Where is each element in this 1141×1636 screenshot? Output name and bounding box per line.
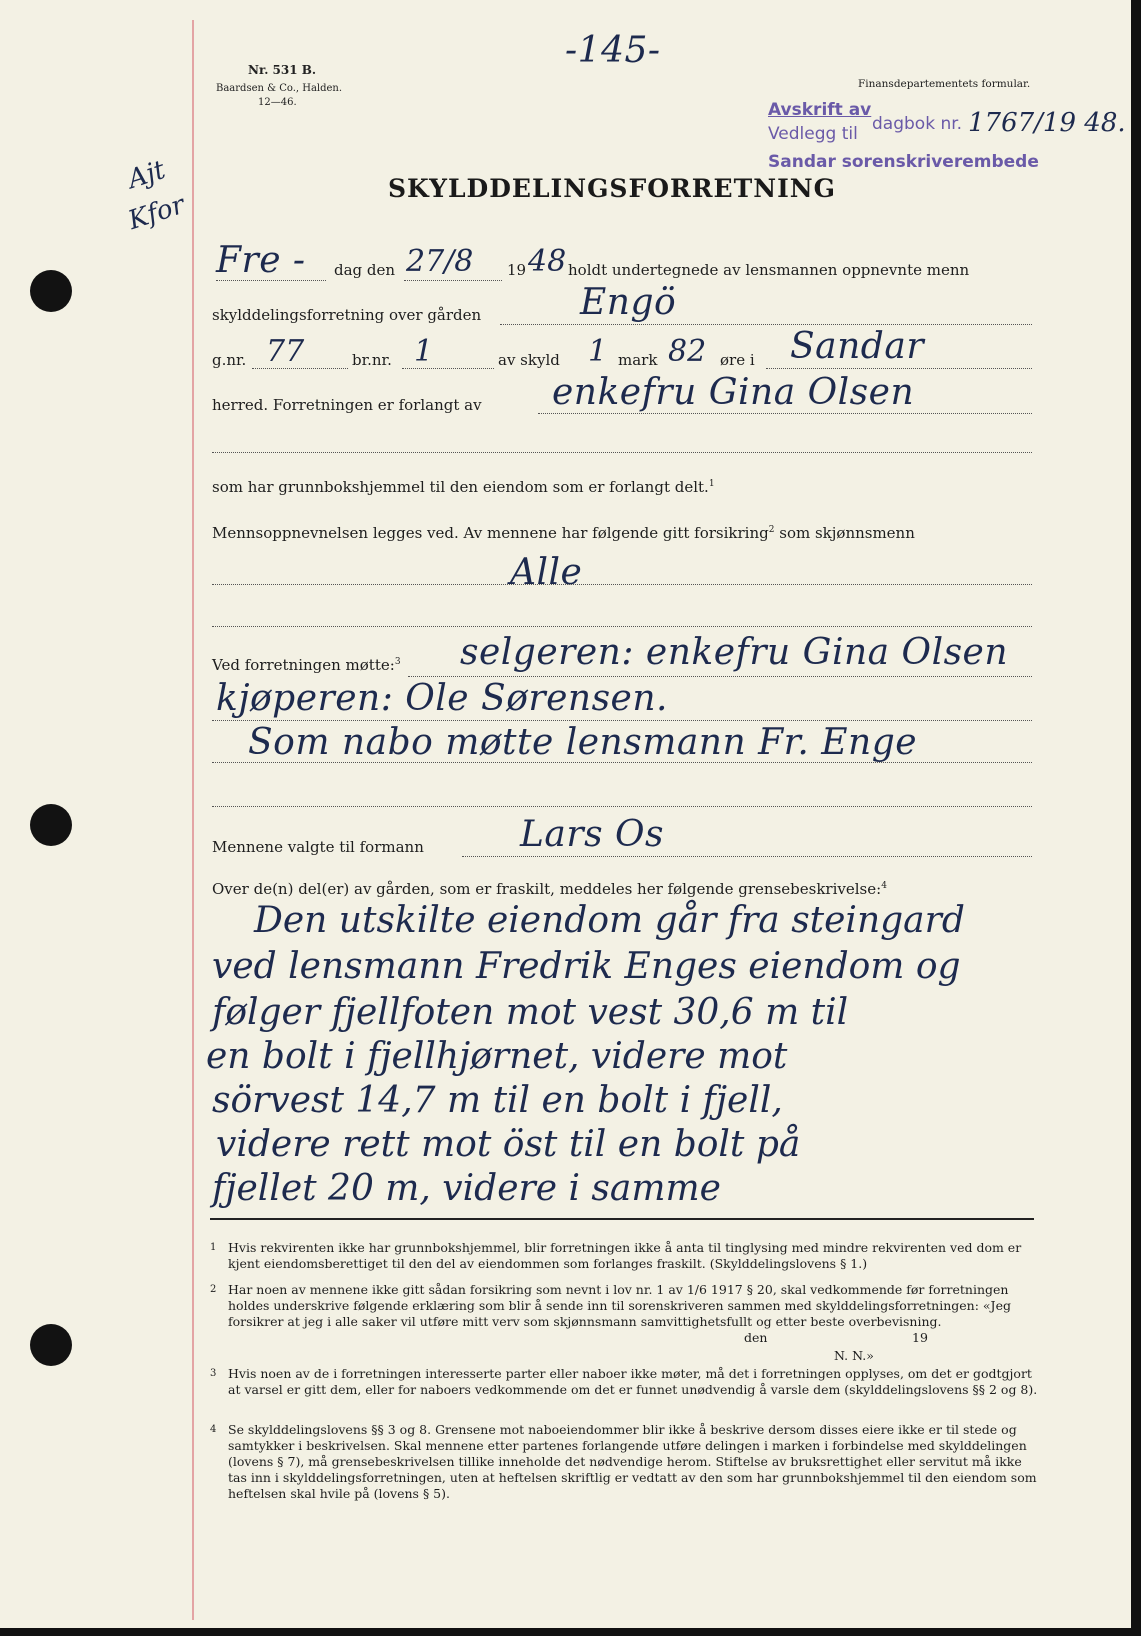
motte-value-1: selgeren: enkefru Gina Olsen [460, 632, 1009, 673]
day-value: Fre - [216, 240, 306, 281]
brnr-label: br.nr. [352, 351, 392, 369]
footnote-divider [210, 1218, 1034, 1220]
dotted-line [404, 280, 502, 281]
print-date: 12—46. [258, 97, 297, 108]
dotted-line [538, 413, 1032, 414]
stamp-avskrift: Avskrift av [768, 100, 872, 120]
stamp-dagbok-value: 1767/19 48. [968, 108, 1126, 138]
grense-line-6: videre rett mot öst til en bolt på [216, 1124, 801, 1165]
dotted-line [766, 368, 1032, 369]
over-garden-label: skylddelingsforretning over gården [212, 306, 482, 324]
scan-edge-right [1131, 0, 1141, 1636]
menn-text: Mennsoppnevnelsen legges ved. Av mennene har følgende gitt forsikring$^2$ som skjønnsmenn [212, 524, 915, 542]
footnote-2-den: den [744, 1330, 768, 1345]
grense-label: Over de(n) del(er) av gården, som er fraskilt, meddeles her følgende grensebeskrivelse:$^4$ [212, 880, 887, 898]
grense-line-5: sörvest 14,7 m til en bolt i fjell, [212, 1080, 783, 1121]
holdt-text: holdt undertegnede av lensmannen oppnevnte menn [568, 261, 970, 279]
mark-value: 82 [668, 334, 707, 369]
dotted-line [212, 584, 1032, 585]
formann-value: Lars Os [520, 814, 664, 855]
gnr-label: g.nr. [212, 351, 247, 369]
herred-value: Sandar [790, 326, 925, 367]
forsikring-value: Alle [510, 552, 583, 593]
skyld-label: av skyld [498, 351, 560, 369]
gnr-value: 77 [266, 334, 305, 369]
page-number: -145- [565, 30, 661, 71]
dotted-line [408, 676, 1032, 677]
forlangt-label: herred. Forretningen er forlangt av [212, 396, 482, 414]
grunnbok-text: som har grunnbokshjemmel til den eiendom som er forlangt delt.$^1$ [212, 478, 715, 496]
dotted-line [500, 324, 1032, 325]
year-prefix: 19 [507, 261, 527, 279]
dotted-line [216, 280, 326, 281]
stamp-dagbok-label: dagbok nr. [872, 114, 963, 134]
dotted-line [462, 856, 1032, 857]
date-value: 27/8 [406, 244, 474, 279]
dag-den-label: dag den [334, 261, 396, 279]
grense-line-4: en bolt i fjellhjørnet, videre mot [206, 1036, 788, 1077]
form-origin: Finansdepartementets formular. [858, 78, 1031, 90]
margin-rule [192, 20, 194, 1620]
formann-label: Mennene valgte til formann [212, 838, 424, 856]
footnote-2: 2 Har noen av mennene ikke gitt sådan forsikring som nevnt i lov nr. 1 av 1/6 1917 § 20, skal vedkommende før forretningen holdes underskrive følgende erklæring som blir å sende inn til sorenskriveren sammen med skylddelingsforretningen: «Jeg forsikrer at jeg i alle saker vil utføre mitt verv som skjønnsmann samvittighetsfullt og etter beste overbevisning. [210, 1282, 1011, 1329]
grense-line-3: følger fjellfoten mot vest 30,6 m til [212, 992, 849, 1033]
footnote-3: 3 Hvis noen av de i forretningen interesserte parter eller naboer ikke møter, må det i forretningen opplyses, om det er godtgjort at varsel er gitt dem, eller for naboers vedkommende om det er funnet unødvendig å varsle dem (skylddelingslovens §§ 2 og 8). [210, 1366, 1038, 1397]
printer-name: Baardsen & Co., Halden. [216, 83, 343, 94]
punch-hole-top [30, 270, 72, 312]
margin-note-2: Kfor [124, 189, 189, 237]
dotted-line [212, 452, 1032, 453]
forlangt-value: enkefru Gina Olsen [552, 372, 915, 413]
motte-value-2: kjøperen: Ole Sørensen. [216, 678, 668, 719]
stamp-vedlegg: Vedlegg til [768, 124, 858, 144]
mark-label: mark [618, 351, 658, 369]
form-number: Nr. 531 B. [248, 63, 317, 77]
motte-value-3: Som nabo møtte lensmann Fr. Enge [248, 722, 918, 763]
dotted-line [252, 368, 348, 369]
ore-label: øre i [720, 351, 755, 369]
dotted-line [212, 720, 1032, 721]
year-value: 48 [528, 244, 567, 279]
motte-label: Ved forretningen møtte:$^3$ [212, 656, 401, 674]
margin-note-1: Ajt [124, 154, 170, 196]
footnote-4: 4 Se skylddelingslovens §§ 3 og 8. Grensene mot naboeiendommer blir ikke å beskrive dersom disses eiere ikke er til stede og samtykker i beskrivelsen. Skal mennene etter partenes forlangende utføre delingen i marken i forbindelse med skylddelingen (lovens § 7), må grensebeskrivelsen tillike inneholde det nødvendige herom. Stiftelse av bruksrettighet eller servitut må ikke tas inn i skylddelingsforretningen, uten at heftelsen skriftlig er vedtatt av den som har grunnbokshjemmel til den eiendom som heftelsen skal hvile på (lovens § 5). [210, 1422, 1037, 1501]
dotted-line [212, 806, 1032, 807]
punch-hole-bottom [30, 1324, 72, 1366]
dotted-line [212, 762, 1032, 763]
dotted-line [402, 368, 494, 369]
skyld-value: 1 [588, 334, 608, 369]
dotted-line [212, 626, 1032, 627]
punch-hole-middle [30, 804, 72, 846]
footnote-2-signature: N. N.» [834, 1348, 874, 1363]
footnote-2-year: 19 [912, 1330, 928, 1345]
scan-edge-bottom [0, 1628, 1141, 1636]
grense-line-2: ved lensmann Fredrik Enges eiendom og [212, 946, 961, 987]
document-title: SKYLDDELINGSFORRETNING [388, 174, 836, 203]
garden-value: Engö [580, 282, 677, 323]
grense-line-1: Den utskilte eiendom går fra steingard [254, 900, 965, 941]
footnote-1: 1 Hvis rekvirenten ikke har grunnbokshjemmel, blir forretningen ikke å anta til tinglysing med mindre rekvirenten ved dom er kjent eiendomsberettiget til den del av eiendommen som forlanges fraskilt. (Skylddelingslovens § 1.) [210, 1240, 1022, 1271]
grense-line-7: fjellet 20 m, videre i samme [212, 1168, 721, 1209]
brnr-value: 1 [414, 334, 434, 369]
stamp-court: Sandar sorenskriverembede [768, 152, 1039, 172]
